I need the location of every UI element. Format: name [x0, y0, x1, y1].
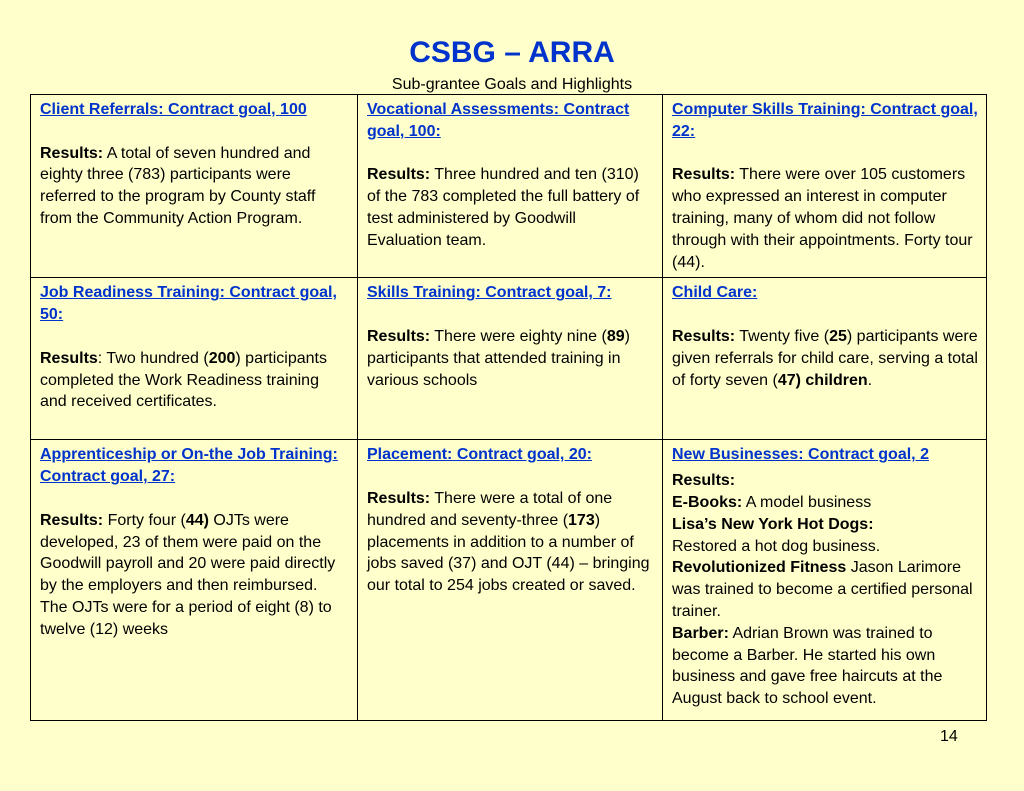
cell-job-readiness	[31, 278, 358, 440]
results-number: 47) children	[777, 371, 868, 389]
results-text: ) participants that attended training in various schools	[367, 327, 630, 389]
results-label: Results:	[672, 166, 736, 184]
results-text: There were over 105 customers who expressed an interest in computer training, many of whom did not follow through with their appointments. Forty tour (44).	[672, 166, 973, 271]
lisas-hot-dogs-text: Restored a hot dog business.	[672, 537, 881, 555]
fitness-label: Revolutionized Fitness	[672, 559, 847, 577]
lisas-hot-dogs-label: Lisa’s New York Hot Dogs:	[672, 515, 874, 533]
cell-vocational-assessments	[358, 95, 663, 278]
results-label: Results:	[672, 472, 736, 490]
cell-new-businesses	[663, 440, 987, 721]
table-row	[31, 440, 987, 721]
ebooks-text: A model business	[742, 493, 872, 511]
cell-heading: Apprenticeship or On-the Job Training: Contract goal, 27:	[40, 446, 338, 486]
cell-heading: Job Readiness Training: Contract goal, 50:	[40, 284, 337, 324]
results-text: There were eighty nine (	[430, 327, 607, 345]
results-label: Results:	[367, 166, 431, 184]
results-number: 25	[829, 327, 847, 345]
results-label: Results:	[367, 489, 431, 507]
results-number: 44)	[185, 511, 209, 529]
cell-heading: Child Care:	[672, 284, 758, 302]
results-text: ) participants completed the Work Readiness training and received certificates.	[40, 349, 327, 411]
results-number: 200	[208, 349, 236, 367]
barber-text: Adrian Brown was trained to become a Barber. He started his own business and gave free haircuts at the August back to school event.	[672, 624, 943, 708]
page-title: CSBG – ARRA	[409, 36, 615, 69]
results-label: Results:	[40, 511, 104, 529]
table-row	[31, 95, 987, 278]
cell-heading: New Businesses: Contract goal, 2	[672, 446, 929, 464]
cell-skills-training	[358, 278, 663, 440]
results-label: Results	[40, 349, 98, 367]
goals-table	[30, 94, 987, 721]
cell-child-care	[663, 278, 987, 440]
results-text: OJTs were developed, 23 of them were paid on the Goodwill payroll and 20 were paid directly by the employers and then reimbursed. The OJTs were for a period of eight (8) to twelve (12) weeks	[40, 511, 336, 638]
cell-heading: Vocational Assessments: Contract goal, 100:	[367, 101, 630, 140]
table-row	[31, 278, 987, 440]
cell-heading: Skills Training: Contract goal, 7:	[367, 284, 612, 302]
cell-computer-skills	[663, 95, 987, 278]
cell-client-referrals	[31, 95, 358, 278]
cell-placement	[358, 440, 663, 721]
results-text: Twenty five (	[735, 327, 830, 345]
cell-heading: Placement: Contract goal, 20:	[367, 446, 592, 464]
fitness-text: Jason Larimore was trained to become a certified personal trainer.	[672, 559, 973, 620]
results-label: Results:	[40, 144, 104, 162]
results-text: Three hundred and ten (310) of the 783 completed the full battery of test administered by Goodwill Evaluation team.	[367, 166, 640, 249]
results-text: .	[867, 371, 873, 389]
results-text: There were a total of one hundred and seventy-three (	[367, 489, 613, 529]
results-text: : Two hundred (	[97, 349, 209, 367]
cell-heading: Computer Skills Training: Contract goal, 22:	[672, 101, 978, 140]
barber-label: Barber:	[672, 624, 729, 642]
page-subtitle: Sub-grantee Goals and Highlights	[391, 76, 633, 93]
page-number: 14	[940, 728, 958, 745]
ebooks-label: E-Books:	[672, 493, 743, 511]
results-text: ) participants were given referrals for child care, serving a total of forty seven (	[672, 327, 978, 389]
results-number: 173	[568, 511, 595, 529]
results-text: Forty four (	[103, 511, 186, 529]
results-text: A total of seven hundred and eighty three (783) participants were referred to the program by County staff from the Community Action Program.	[40, 144, 316, 227]
cell-apprenticeship	[31, 440, 358, 721]
results-text: ) placements in addition to a number of jobs saved (37) and OJT (44) – bringing our total to 254 jobs created or saved.	[367, 511, 650, 595]
results-label: Results:	[672, 327, 736, 345]
results-number: 89	[606, 327, 625, 345]
cell-heading: Client Referrals: Contract goal, 100	[40, 101, 307, 118]
results-label: Results:	[367, 327, 431, 345]
